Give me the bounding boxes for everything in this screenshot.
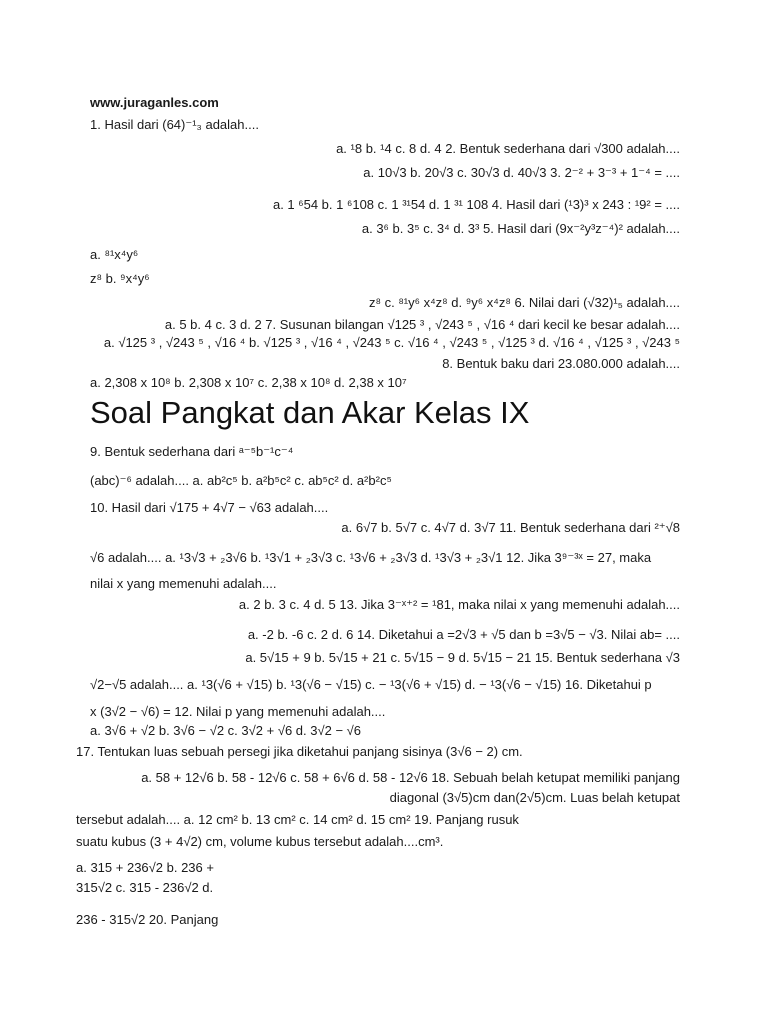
question-line: a. 2,308 x 10⁸ b. 2,308 x 10⁷ c. 2,38 x 10⁸ d. 2,38 x 10⁷ [90,375,407,390]
page-title: Soal Pangkat dan Akar Kelas IX [90,395,530,430]
question-line: suatu kubus (3 + 4√2) cm, volume kubus tersebut adalah....cm³. [76,834,444,849]
question-line: a. 10√3 b. 20√3 c. 30√3 d. 40√3 3. 2⁻² + 3⁻³ + 1⁻⁴ = .... [363,165,680,180]
question-line: a. 6√7 b. 5√7 c. 4√7 d. 3√7 11. Bentuk sederhana dari ²⁺√8 [341,520,680,535]
question-line: 17. Tentukan luas sebuah persegi jika diketahui panjang sisinya (3√6 − 2) cm. [76,744,523,759]
question-line: a. 5√15 + 9 b. 5√15 + 21 c. 5√15 − 9 d. 5√15 − 21 15. Bentuk sederhana √3 [245,650,680,665]
question-line: 9. Bentuk sederhana dari ᵃ⁻⁵b⁻¹c⁻⁴ [90,444,294,459]
question-line: 8. Bentuk baku dari 23.080.000 adalah.... [442,356,680,371]
question-line: a. 5 b. 4 c. 3 d. 2 7. Susunan bilangan √125 ³ , √243 ⁵ , √16 ⁴ dari kecil ke besar adalah.... [164,317,680,332]
question-line: a. ¹8 b. ¹4 c. 8 d. 4 2. Bentuk sederhana dari √300 adalah.... [336,141,680,156]
question-line: a. -2 b. -6 c. 2 d. 6 14. Diketahui a =2√3 + √5 dan b =3√5 − √3. Nilai ab= .... [247,627,680,642]
question-line: (abc)⁻⁶ adalah.... a. ab²c⁵ b. a²b⁵c² c. ab⁵c² d. a²b²c⁵ [90,473,392,488]
question-line: a. 315 + 236√2 b. 236 + [76,860,214,875]
question-line: z⁸ c. ⁸¹y⁶ x⁴z⁸ d. ⁹y⁶ x⁴z⁸ 6. Nilai dari (√32)¹₅ adalah.... [369,295,680,310]
question-line: 10. Hasil dari √175 + 4√7 − √63 adalah.... [90,500,329,515]
site-url[interactable]: www.juraganles.com [90,95,219,110]
question-line: 1. Hasil dari (64)⁻¹₃ adalah.... [90,117,259,132]
question-line: a. 58 + 12√6 b. 58 - 12√6 c. 58 + 6√6 d. 58 - 12√6 18. Sebuah belah ketupat memiliki panjang [141,770,680,785]
question-line: 315√2 c. 315 - 236√2 d. [76,880,214,895]
question-line: a. ⁸¹x⁴y⁶ [90,247,139,262]
question-line: a. 1 ⁶54 b. 1 ⁶108 c. 1 ³¹54 d. 1 ³¹ 108 4. Hasil dari (¹3)³ x 243 : ¹9² = .... [272,197,680,212]
question-line: x (3√2 − √6) = 12. Nilai p yang memenuhi adalah.... [90,704,386,719]
question-line: tersebut adalah.... a. 12 cm² b. 13 cm² c. 14 cm² d. 15 cm² 19. Panjang rusuk [76,812,519,827]
question-line: a. √125 ³ , √243 ⁵ , √16 ⁴ b. √125 ³ , √16 ⁴ , √243 ⁵ c. √16 ⁴ , √243 ⁵ , √125 ³ d. √16 ⁴ , √125 ³ , √243 ⁵ [103,335,680,350]
question-line: z⁸ b. ⁹x⁴y⁶ [90,271,150,286]
question-line: √6 adalah.... a. ¹3√3 + ₂3√6 b. ¹3√1 + ₂3√3 c. ¹3√6 + ₂3√3 d. ¹3√3 + ₂3√1 12. Jika 3⁹⁻³ˣ = 27, maka [90,550,652,565]
question-line: 236 - 315√2 20. Panjang [76,912,219,927]
question-line: a. 2 b. 3 c. 4 d. 5 13. Jika 3⁻ˣ⁺² = ¹81, maka nilai x yang memenuhi adalah.... [238,597,680,612]
question-line: nilai x yang memenuhi adalah.... [90,576,277,591]
question-line: a. 3⁶ b. 3⁵ c. 3⁴ d. 3³ 5. Hasil dari (9x⁻²y³z⁻⁴)² adalah.... [361,221,680,236]
question-line: diagonal (3√5)cm dan(2√5)cm. Luas belah ketupat [389,790,680,805]
question-line: a. 3√6 + √2 b. 3√6 − √2 c. 3√2 + √6 d. 3√2 − √6 [90,723,362,738]
question-line: √2−√5 adalah.... a. ¹3(√6 + √15) b. ¹3(√6 − √15) c. − ¹3(√6 + √15) d. − ¹3(√6 − √15) 16. Diketahui p [90,677,652,692]
